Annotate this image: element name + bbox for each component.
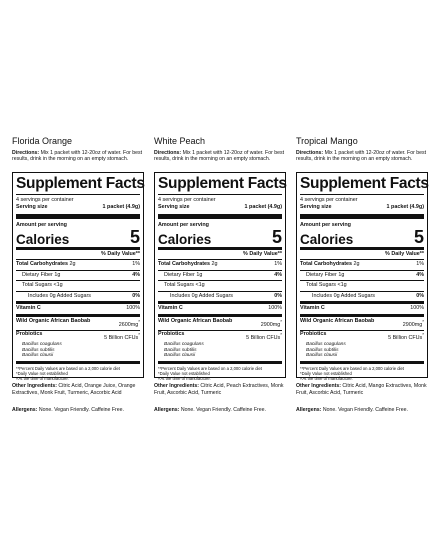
- carb-label: Total Carbohydrates: [158, 261, 211, 267]
- allergens-label: Allergens:: [296, 407, 322, 413]
- footnote: *Daily Value not established: [158, 370, 210, 376]
- serving-size-label: Serving size: [158, 204, 190, 210]
- directions-label: Directions:: [154, 150, 182, 156]
- other-ingredients-text: Citric Acid, Mango Extractives, Monk Fruit, Ascorbic Acid, Turmeric: [296, 383, 427, 396]
- flavor-column-tropical-mango: [296, 136, 428, 414]
- footnote: ˄At the time of manufacture.: [16, 375, 69, 381]
- added-sugars-label: Includes 0g Added Sugars: [28, 292, 91, 299]
- calories-row: [16, 229, 140, 250]
- vitamin-c-label: Vitamin C: [158, 305, 183, 312]
- supplement-facts-panel: [12, 172, 145, 381]
- servings-text: 4 servings per container: [16, 197, 74, 203]
- panel-title: Supplement Facts: [16, 175, 140, 195]
- vitamin-c-label: Vitamin C: [300, 305, 325, 312]
- baobab-dv: *: [138, 318, 140, 324]
- probiotics-dv: *: [422, 332, 424, 338]
- fiber-row: [300, 271, 424, 282]
- other-ingredients: [154, 383, 286, 403]
- serving-size-value: 1 packet (4.9g): [386, 204, 424, 210]
- directions-label: Directions:: [296, 150, 324, 156]
- serving-size-value: 1 packet (4.9g): [244, 204, 282, 210]
- allergens: [154, 407, 286, 414]
- sugars-label: Total Sugars <1g: [306, 282, 347, 289]
- added-sugars-label: Includes 0g Added Sugars: [170, 292, 233, 299]
- probiotics-label: Probiotics: [158, 331, 185, 338]
- probiotics-amount: 5 Billion CFUs: [246, 335, 281, 342]
- footnote: *Daily Value not established: [300, 370, 352, 376]
- allergens-text: None. Vegan Friendly. Caffeine Free.: [180, 407, 266, 413]
- probiotic-strains: [158, 342, 282, 364]
- probiotics-row: [16, 331, 140, 342]
- other-ingredients: [12, 383, 144, 403]
- flavor-name: Tropical Mango: [296, 136, 358, 146]
- strain-item: Bacillus subtilis: [306, 347, 339, 353]
- sugars-row: [16, 281, 140, 292]
- fiber-row: [158, 271, 282, 282]
- probiotics-dv: *: [138, 332, 140, 338]
- directions: [296, 150, 428, 172]
- sugars-label: Total Sugars <1g: [22, 282, 63, 289]
- strain-item: Bacillus coagulans: [164, 342, 204, 348]
- footnote: **Percent Daily Values are based on a 2,000 calorie diet: [16, 365, 120, 371]
- calories-value: 5: [129, 227, 140, 247]
- carb-dv: 1%: [416, 261, 424, 267]
- strain-item: Bacillus coagulans: [306, 342, 346, 348]
- added-sugars-row: [300, 292, 424, 305]
- baobab-dv: *: [422, 318, 424, 324]
- footnote: *Daily Value not established: [16, 370, 68, 376]
- carb-label: Total Carbohydrates: [16, 261, 69, 267]
- serving-size-row: [158, 204, 282, 219]
- vitamin-c-label: Vitamin C: [16, 305, 41, 312]
- carb-dv: 1%: [132, 261, 140, 267]
- vitamin-c-dv: 100%: [410, 305, 424, 312]
- carb-amount: 2g: [211, 261, 218, 267]
- added-sugars-dv: 0%: [416, 292, 424, 299]
- probiotics-row: [158, 331, 282, 342]
- fiber-dv: 4%: [132, 271, 140, 278]
- directions-label: Directions:: [12, 150, 40, 156]
- fiber-dv: 4%: [416, 271, 424, 278]
- vitamin-c-row: [158, 304, 282, 317]
- carb-dv: 1%: [274, 261, 282, 267]
- serving-size-label: Serving size: [16, 204, 48, 210]
- vitamin-c-row: [16, 304, 140, 317]
- supplement-facts-panel: [296, 172, 429, 381]
- allergens-text: None. Vegan Friendly. Caffeine Free.: [38, 407, 124, 413]
- baobab-dv: *: [280, 318, 282, 324]
- strain-item: Bacillus clausii: [22, 353, 54, 359]
- fiber-dv: 4%: [274, 271, 282, 278]
- other-ingredients-text: Citric Acid, Peach Extractives, Monk Fruit, Ascorbic Acid, Turmeric: [154, 383, 284, 396]
- probiotic-strains: [16, 342, 140, 364]
- fiber-row: [16, 271, 140, 282]
- added-sugars-dv: 0%: [274, 292, 282, 299]
- added-sugars-label: Includes 0g Added Sugars: [312, 292, 375, 299]
- footnotes: [158, 364, 282, 381]
- allergens-text: None. Vegan Friendly. Caffeine Free.: [322, 407, 408, 413]
- servings-per-container: [16, 195, 140, 204]
- flavor-name: White Peach: [154, 136, 206, 146]
- added-sugars-row: [16, 292, 140, 305]
- allergens-label: Allergens:: [154, 407, 180, 413]
- serving-size-row: [300, 204, 424, 219]
- baobab-label: Wild Organic African Baobab: [16, 317, 91, 324]
- strain-item: Bacillus clausii: [306, 353, 338, 359]
- added-sugars-row: [158, 292, 282, 305]
- panel-title: Supplement Facts: [300, 175, 424, 195]
- probiotic-strains: [300, 342, 424, 364]
- carbohydrates-row: [300, 260, 424, 271]
- directions-text: Mix 1 packet with 12-20oz of water. For best results, drink in the morning on an empty stomach.: [296, 150, 427, 163]
- other-ingredients: [296, 383, 428, 403]
- footnote: **Percent Daily Values are based on a 2,000 calorie diet: [300, 365, 404, 371]
- probiotics-label: Probiotics: [16, 331, 43, 338]
- amount-per-serving: Amount per serving: [300, 222, 351, 228]
- added-sugars-dv: 0%: [132, 292, 140, 299]
- serving-size-row: [16, 204, 140, 219]
- flavor-column-white-peach: [154, 136, 286, 414]
- other-ingredients-label: Other Ingredients:: [154, 383, 199, 389]
- baobab-label: Wild Organic African Baobab: [300, 317, 375, 324]
- strain-item: Bacillus clausii: [164, 353, 196, 359]
- calories-label: Calories: [16, 232, 70, 247]
- footnotes: [16, 364, 140, 381]
- daily-value-header: % Daily Value**: [16, 250, 140, 260]
- sugars-label: Total Sugars <1g: [164, 282, 205, 289]
- probiotics-label: Probiotics: [300, 331, 327, 338]
- probiotics-amount: 5 Billion CFUs: [104, 335, 139, 342]
- probiotics-dv: *: [280, 332, 282, 338]
- strain-item: Bacillus subtilis: [164, 347, 197, 353]
- carbohydrates-row: [16, 260, 140, 271]
- carb-amount: 2g: [353, 261, 360, 267]
- calories-value: 5: [271, 227, 282, 247]
- other-ingredients-text: Citric Acid, Orange Juice, Orange Extractives, Monk Fruit, Turmeric, Ascorbic Acid: [12, 383, 136, 396]
- servings-per-container: [300, 195, 424, 204]
- servings-text: 4 servings per container: [300, 197, 358, 203]
- strain-item: Bacillus subtilis: [22, 347, 55, 353]
- baobab-row: [158, 317, 282, 331]
- supplement-facts-panel: [154, 172, 287, 381]
- footnote: **Percent Daily Values are based on a 2,000 calorie diet: [158, 365, 262, 371]
- panel-title: Supplement Facts: [158, 175, 282, 195]
- sugars-row: [300, 281, 424, 292]
- carb-label: Total Carbohydrates: [300, 261, 353, 267]
- allergens: [12, 407, 144, 414]
- fiber-label: Dietary Fiber 1g: [164, 271, 203, 278]
- baobab-amount: 2900mg: [260, 321, 281, 328]
- baobab-row: [16, 317, 140, 331]
- strain-item: Bacillus coagulans: [22, 342, 62, 348]
- footnote: ˄At the time of manufacture.: [300, 375, 353, 381]
- probiotics-row: [300, 331, 424, 342]
- other-ingredients-label: Other Ingredients:: [12, 383, 57, 389]
- baobab-amount: 2900mg: [402, 321, 423, 328]
- daily-value-header: % Daily Value**: [300, 250, 424, 260]
- fiber-label: Dietary Fiber 1g: [306, 271, 345, 278]
- serving-size-label: Serving size: [300, 204, 332, 210]
- directions: [12, 150, 144, 172]
- flavor-name: Florida Orange: [12, 136, 73, 146]
- directions-text: Mix 1 packet with 12-20oz of water. For best results, drink in the morning on an empty stomach.: [12, 150, 143, 163]
- footnotes: [300, 364, 424, 381]
- vitamin-c-dv: 100%: [126, 305, 140, 312]
- servings-text: 4 servings per container: [158, 197, 216, 203]
- directions-text: Mix 1 packet with 12-20oz of water. For best results, drink in the morning on an empty stomach.: [154, 150, 285, 163]
- probiotics-amount: 5 Billion CFUs: [388, 335, 423, 342]
- baobab-amount: 2600mg: [118, 321, 139, 328]
- vitamin-c-dv: 100%: [268, 305, 282, 312]
- sugars-row: [158, 281, 282, 292]
- footnote: ˄At the time of manufacture.: [158, 375, 211, 381]
- allergens: [296, 407, 428, 414]
- calories-row: [300, 229, 424, 250]
- allergens-label: Allergens:: [12, 407, 38, 413]
- amount-per-serving: Amount per serving: [16, 222, 67, 228]
- servings-per-container: [158, 195, 282, 204]
- calories-row: [158, 229, 282, 250]
- flavor-column-florida-orange: [12, 136, 144, 414]
- baobab-label: Wild Organic African Baobab: [158, 317, 233, 324]
- calories-label: Calories: [158, 232, 212, 247]
- carb-amount: 2g: [69, 261, 76, 267]
- other-ingredients-label: Other Ingredients:: [296, 383, 341, 389]
- calories-label: Calories: [300, 232, 354, 247]
- fiber-label: Dietary Fiber 1g: [22, 271, 61, 278]
- amount-per-serving: Amount per serving: [158, 222, 209, 228]
- directions: [154, 150, 286, 172]
- baobab-row: [300, 317, 424, 331]
- daily-value-header: % Daily Value**: [158, 250, 282, 260]
- vitamin-c-row: [300, 304, 424, 317]
- serving-size-value: 1 packet (4.9g): [102, 204, 140, 210]
- carbohydrates-row: [158, 260, 282, 271]
- calories-value: 5: [413, 227, 424, 247]
